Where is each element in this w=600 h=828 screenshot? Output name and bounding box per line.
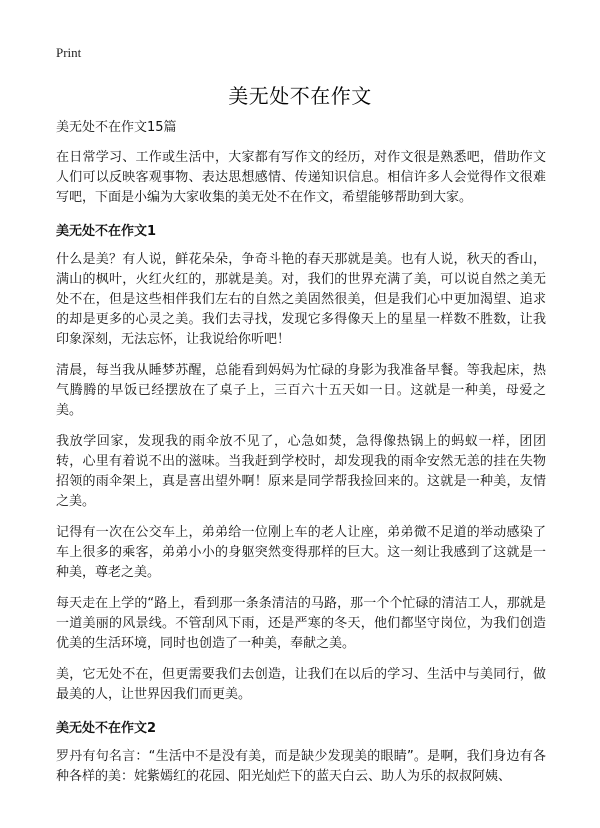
article-subtitle: 美无处不在作文15篇 [56,120,177,135]
section-heading-2: 美无处不在作文2 [56,721,157,736]
section-1-paragraph-1: 什么是美？有人说，鲜花朵朵，争奇斗艳的春天那就是美。也有人说，秋天的香山，满山的枫叶，火红火红的，那就是美。对，我们的世界充满了美，可以说自然之美无处不在，但是这些相伴我们左右的自然之美固然很美，但是我们心中更加渴望、追求的却是更多的心灵之美。我们去寻找，发现它多得像天上的星星一样数不胜数，让我印象深刻，无法忘怀，让我说给你听吧！ [56,252,546,347]
section-1-paragraph-5: 每天走在上学的“路上，看到那一条条清洁的马路，那一个个忙碌的清洁工人，那就是一道美丽的风景线。不管刮风下雨，还是严寒的冬天，他们都坚守岗位，为我们创造优美的生活环境，同时也创造了一种美，奉献之美。 [56,596,546,651]
section-1-paragraph-2: 清晨，每当我从睡梦苏醒，总能看到妈妈为忙碌的身影为我准备早餐。等我起床，热气腾腾的早饭已经摆放在了桌子上，三百六十五天如一日。这就是一种美，母爱之美。 [56,363,546,418]
section-heading-1: 美无处不在作文1 [56,224,157,239]
section-1-paragraph-4: 记得有一次在公交车上，弟弟给一位刚上车的老人让座，弟弟微不足道的举动感染了车上很多的乘客，弟弟小小的身躯突然变得那样的巨大。这一刻让我感到了这就是一种美，尊老之美。 [56,525,546,580]
section-2-paragraph-1: 罗丹有句名言：“生活中不是没有美，而是缺少发现美的眼睛”。是啊，我们身边有各种各样的美：姹紫嫣红的花园、阳光灿烂下的蓝天白云、助人为乐的叔叔阿姨、 [56,749,546,784]
print-link[interactable]: Print [56,45,82,60]
article-body [56,118,546,798]
section-1-paragraph-6: 美，它无处不在，但更需要我们去创造，让我们在以后的学习、生活中与美同行，做最美的人，让世界因我们而更美。 [56,667,546,702]
intro-paragraph: 在日常学习、工作或生活中，大家都有写作文的经历，对作文很是熟悉吧，借助作文人们可以反映客观事物、表达思想感情、传递知识信息。相信许多人会觉得作文很难写吧，下面是小编为大家收集的美无处不在作文，希望能够帮助到大家。 [56,150,546,205]
page-title: 美无处不在作文 [228,84,372,108]
section-1-paragraph-3: 我放学回家，发现我的雨伞放不见了，心急如焚，急得像热锅上的蚂蚁一样，团团转，心里有着说不出的滋味。当我赶到学校时，却发现我的雨伞安然无恙的挂在失物招领的雨伞架上，真是喜出望外啊！原来是同学帮我捡回来的。这就是一种美，友情之美。 [56,434,546,509]
